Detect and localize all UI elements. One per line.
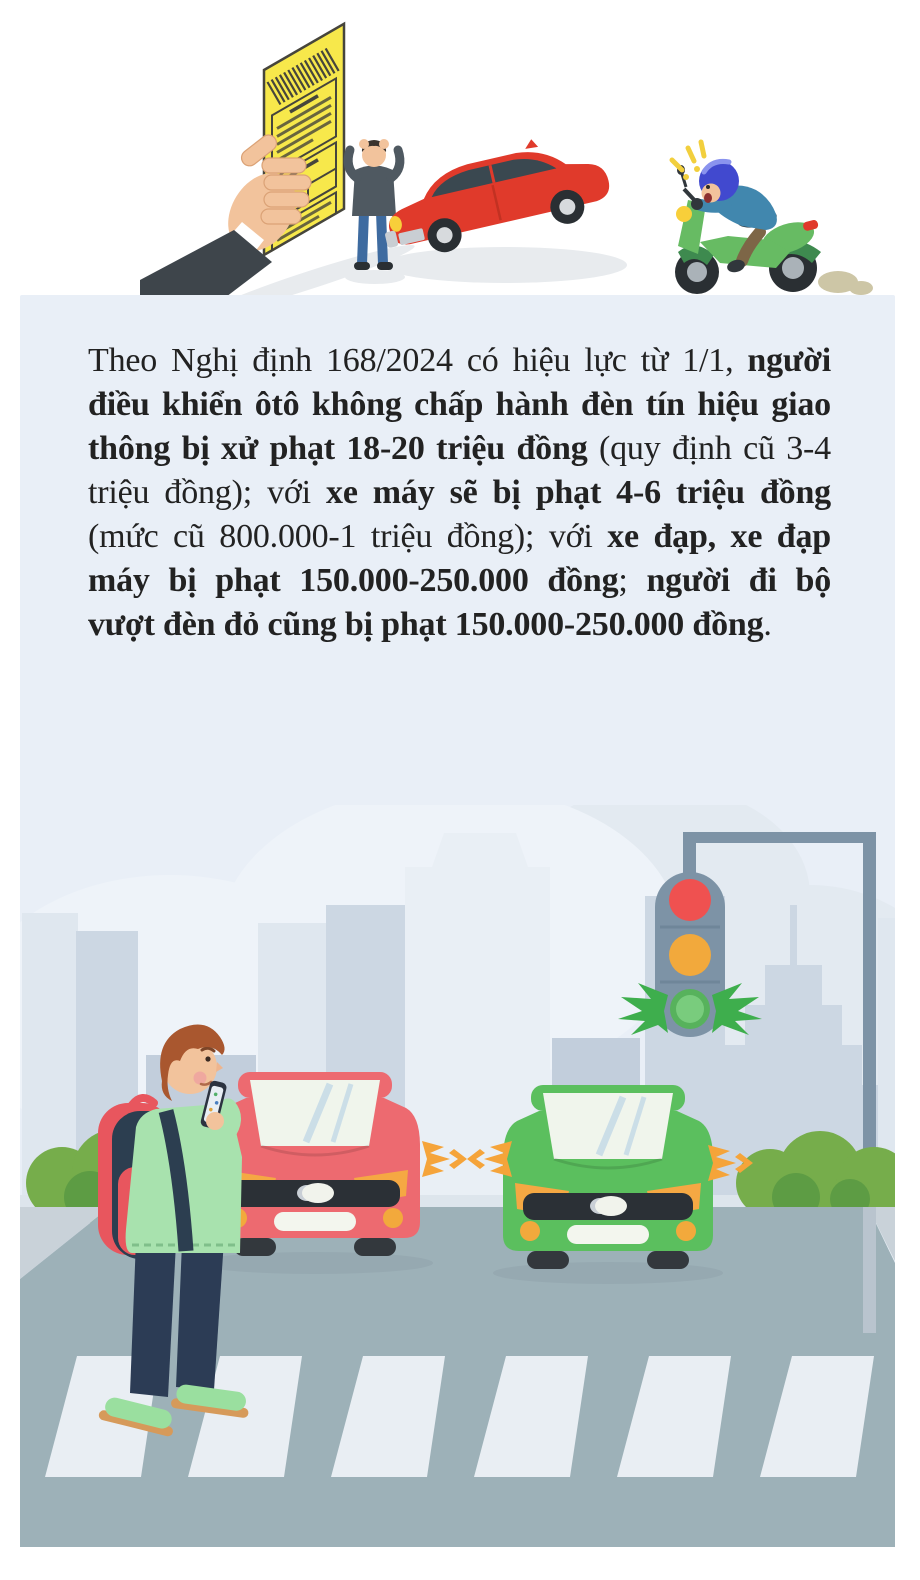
hand <box>206 1112 224 1130</box>
amber-light <box>669 934 711 976</box>
surprised-mouth <box>704 193 712 203</box>
antenna-fin <box>523 138 538 150</box>
exhaust-dust <box>849 281 873 295</box>
scooter-headlamp <box>676 206 692 222</box>
license-plate <box>274 1212 356 1231</box>
car-shadow <box>383 247 627 283</box>
content-panel <box>20 295 895 1547</box>
fine-paragraph: Theo Nghị định 168/2024 có hiệu lực từ 1/1, người điều khiển ôtô không chấp hành đèn tín hiệu giao thông bị xử phạt 18-20 triệu đồng (quy định cũ 3-4 triệu đồng); với xe máy sẽ bị phạt 4-6 triệu đồng (mức cũ 800.000-1 triệu đồng); với xe đạp, xe đạp máy bị phạt 150.000-250.000 đồng; người đi bộ vượt đèn đỏ cũng bị phạt 150.000-250.000 đồng. <box>88 342 832 643</box>
license-plate <box>567 1225 649 1244</box>
scooter-rider-illustration <box>672 142 873 295</box>
eye <box>205 1056 210 1061</box>
raised-arm <box>226 1107 233 1135</box>
street-scene-illustration <box>20 805 895 1547</box>
pole-base <box>863 1207 876 1333</box>
red-light <box>669 879 711 921</box>
alert-marks <box>672 142 704 170</box>
red-car-illustration <box>371 124 616 264</box>
top-illustration <box>0 0 920 300</box>
tail-light <box>802 219 819 231</box>
